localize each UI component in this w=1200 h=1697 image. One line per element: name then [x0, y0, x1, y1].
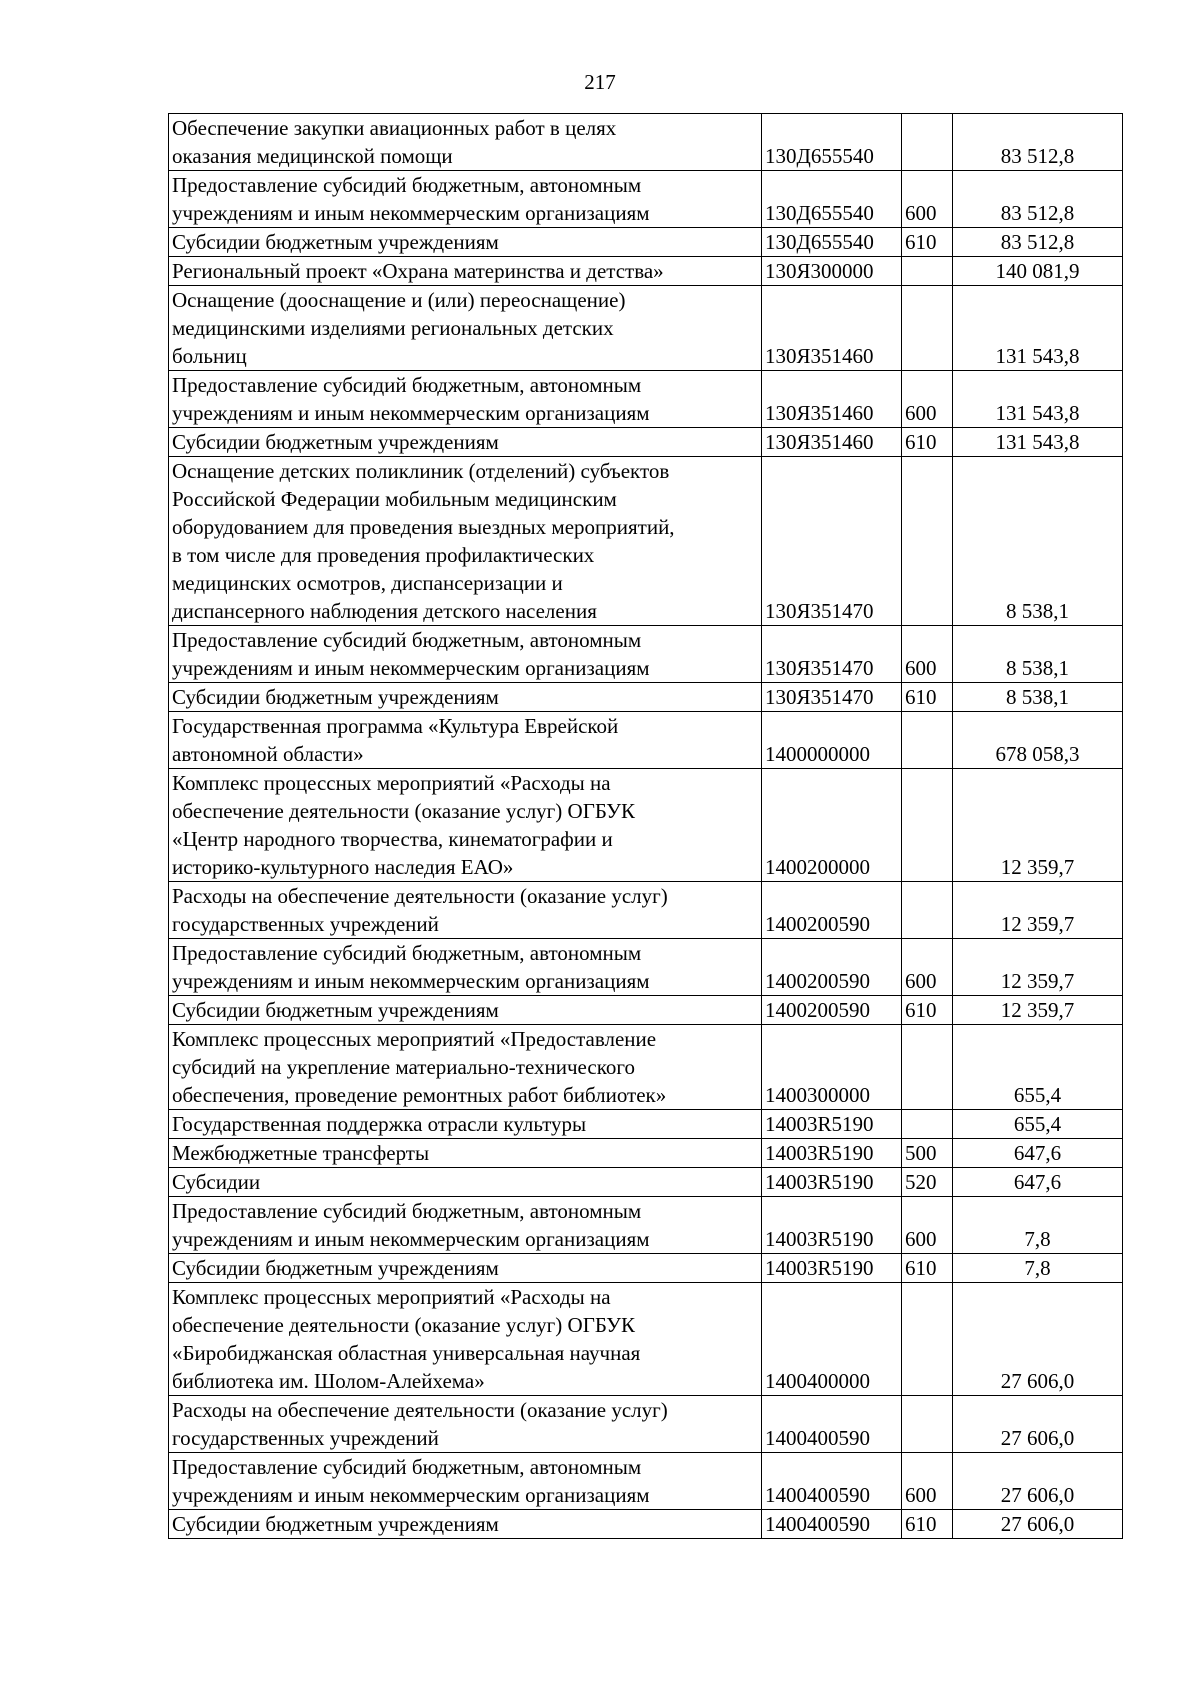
table-row	[169, 286, 1123, 371]
row-amount-cell: 655,4	[953, 1110, 1123, 1139]
row-expense-type-cell: 500	[902, 1139, 953, 1168]
table-row	[169, 371, 1123, 428]
table-row	[169, 882, 1123, 939]
table-row	[169, 1168, 1123, 1197]
row-expense-type-cell: 600	[902, 1453, 953, 1510]
row-expense-type-cell	[902, 257, 953, 286]
table-row	[169, 712, 1123, 769]
row-code-cell: 1400200590	[762, 882, 902, 939]
row-name-cell: Расходы на обеспечение деятельности (оказание услуг) государственных учреждений	[169, 1396, 762, 1453]
row-amount-cell: 7,8	[953, 1197, 1123, 1254]
row-name-cell: Субсидии бюджетным учреждениям	[169, 428, 762, 457]
row-name-cell: Предоставление субсидий бюджетным, автономным учреждениям и иным некоммерческим организациям	[169, 371, 762, 428]
row-name-cell: Предоставление субсидий бюджетным, автономным учреждениям и иным некоммерческим организациям	[169, 1197, 762, 1254]
row-expense-type-cell	[902, 114, 953, 171]
table-row	[169, 626, 1123, 683]
row-amount-cell: 131 543,8	[953, 286, 1123, 371]
row-code-cell: 130Я351470	[762, 683, 902, 712]
row-name-cell: Государственная программа «Культура Еврейской автономной области»	[169, 712, 762, 769]
row-code-cell: 130Я351460	[762, 428, 902, 457]
row-amount-cell: 7,8	[953, 1254, 1123, 1283]
row-name-cell: Региональный проект «Охрана материнства и детства»	[169, 257, 762, 286]
row-expense-type-cell: 600	[902, 371, 953, 428]
row-expense-type-cell	[902, 1110, 953, 1139]
row-name-cell: Межбюджетные трансферты	[169, 1139, 762, 1168]
row-name-cell: Субсидии бюджетным учреждениям	[169, 1254, 762, 1283]
row-code-cell: 130Я351470	[762, 626, 902, 683]
row-expense-type-cell: 610	[902, 1510, 953, 1539]
budget-table	[168, 113, 1123, 1539]
row-expense-type-cell: 610	[902, 996, 953, 1025]
row-code-cell: 1400300000	[762, 1025, 902, 1110]
row-code-cell: 14003R5190	[762, 1168, 902, 1197]
row-code-cell: 1400400000	[762, 1283, 902, 1396]
row-amount-cell: 12 359,7	[953, 939, 1123, 996]
row-amount-cell: 8 538,1	[953, 626, 1123, 683]
row-name-cell: Предоставление субсидий бюджетным, автономным учреждениям и иным некоммерческим организациям	[169, 1453, 762, 1510]
table-row	[169, 683, 1123, 712]
row-name-cell: Субсидии бюджетным учреждениям	[169, 228, 762, 257]
table-row	[169, 1254, 1123, 1283]
row-expense-type-cell	[902, 1025, 953, 1110]
row-name-cell: Комплекс процессных мероприятий «Предоставление субсидий на укрепление материально-технического обеспечения, проведение ремонтных работ библиотек»	[169, 1025, 762, 1110]
row-code-cell: 1400000000	[762, 712, 902, 769]
row-name-cell: Расходы на обеспечение деятельности (оказание услуг) государственных учреждений	[169, 882, 762, 939]
row-name-cell: Комплекс процессных мероприятий «Расходы на обеспечение деятельности (оказание услуг) ОГБУК «Центр народного творчества, кинематографии и историко-культурного наследия ЕАО»	[169, 769, 762, 882]
row-name-cell: Оснащение детских поликлиник (отделений) субъектов Российской Федерации мобильным медицинским оборудованием для проведения выездных мероприятий, в том числе для проведения профилактических медицинских осмотров, диспансеризации и диспансерного наблюдения детского населения	[169, 457, 762, 626]
row-amount-cell: 140 081,9	[953, 257, 1123, 286]
row-amount-cell: 12 359,7	[953, 882, 1123, 939]
row-code-cell: 130Я351460	[762, 371, 902, 428]
row-code-cell: 1400200000	[762, 769, 902, 882]
row-name-cell: Комплекс процессных мероприятий «Расходы на обеспечение деятельности (оказание услуг) ОГБУК «Биробиджанская областная универсальная научная библиотека им. Шолом-Алейхема»	[169, 1283, 762, 1396]
table-row	[169, 769, 1123, 882]
row-amount-cell: 131 543,8	[953, 428, 1123, 457]
row-code-cell: 130Я351460	[762, 286, 902, 371]
row-expense-type-cell: 610	[902, 1254, 953, 1283]
row-amount-cell: 678 058,3	[953, 712, 1123, 769]
row-code-cell: 130Д655540	[762, 171, 902, 228]
row-amount-cell: 131 543,8	[953, 371, 1123, 428]
table-row	[169, 1139, 1123, 1168]
table-row	[169, 428, 1123, 457]
row-expense-type-cell: 610	[902, 228, 953, 257]
row-amount-cell: 655,4	[953, 1025, 1123, 1110]
table-row	[169, 1453, 1123, 1510]
table-row	[169, 171, 1123, 228]
row-name-cell: Оснащение (дооснащение и (или) переоснащение) медицинскими изделиями региональных детских больниц	[169, 286, 762, 371]
row-code-cell: 1400200590	[762, 939, 902, 996]
row-expense-type-cell	[902, 769, 953, 882]
row-code-cell: 1400400590	[762, 1453, 902, 1510]
row-amount-cell: 27 606,0	[953, 1396, 1123, 1453]
row-expense-type-cell	[902, 712, 953, 769]
row-amount-cell: 27 606,0	[953, 1453, 1123, 1510]
row-amount-cell: 8 538,1	[953, 683, 1123, 712]
row-code-cell: 1400200590	[762, 996, 902, 1025]
row-code-cell: 14003R5190	[762, 1197, 902, 1254]
row-amount-cell: 27 606,0	[953, 1283, 1123, 1396]
table-row	[169, 1197, 1123, 1254]
row-expense-type-cell: 600	[902, 171, 953, 228]
row-code-cell: 130Д655540	[762, 228, 902, 257]
row-amount-cell: 83 512,8	[953, 171, 1123, 228]
table-row	[169, 939, 1123, 996]
row-expense-type-cell: 610	[902, 428, 953, 457]
row-name-cell: Субсидии бюджетным учреждениям	[169, 1510, 762, 1539]
row-expense-type-cell: 600	[902, 626, 953, 683]
row-amount-cell: 12 359,7	[953, 769, 1123, 882]
table-row	[169, 1283, 1123, 1396]
row-amount-cell: 83 512,8	[953, 114, 1123, 171]
row-code-cell: 14003R5190	[762, 1254, 902, 1283]
row-code-cell: 1400400590	[762, 1396, 902, 1453]
row-code-cell: 14003R5190	[762, 1110, 902, 1139]
row-code-cell: 130Д655540	[762, 114, 902, 171]
row-name-cell: Государственная поддержка отрасли культуры	[169, 1110, 762, 1139]
table-row	[169, 1396, 1123, 1453]
table-row	[169, 1025, 1123, 1110]
table-row	[169, 228, 1123, 257]
row-code-cell: 1400400590	[762, 1510, 902, 1539]
row-expense-type-cell: 600	[902, 1197, 953, 1254]
row-name-cell: Субсидии бюджетным учреждениям	[169, 683, 762, 712]
table-row	[169, 114, 1123, 171]
row-code-cell: 130Я351470	[762, 457, 902, 626]
row-amount-cell: 8 538,1	[953, 457, 1123, 626]
row-expense-type-cell: 600	[902, 939, 953, 996]
row-name-cell: Предоставление субсидий бюджетным, автономным учреждениям и иным некоммерческим организациям	[169, 939, 762, 996]
table-row	[169, 257, 1123, 286]
row-amount-cell: 83 512,8	[953, 228, 1123, 257]
row-name-cell: Обеспечение закупки авиационных работ в целях оказания медицинской помощи	[169, 114, 762, 171]
row-expense-type-cell: 610	[902, 683, 953, 712]
table-row	[169, 457, 1123, 626]
row-expense-type-cell	[902, 882, 953, 939]
row-code-cell: 130Я300000	[762, 257, 902, 286]
row-name-cell: Субсидии	[169, 1168, 762, 1197]
row-amount-cell: 27 606,0	[953, 1510, 1123, 1539]
page-number: 217	[584, 70, 616, 94]
row-amount-cell: 647,6	[953, 1168, 1123, 1197]
budget-table-body	[169, 114, 1123, 1539]
row-expense-type-cell	[902, 1283, 953, 1396]
row-name-cell: Субсидии бюджетным учреждениям	[169, 996, 762, 1025]
row-expense-type-cell	[902, 286, 953, 371]
row-expense-type-cell: 520	[902, 1168, 953, 1197]
row-code-cell: 14003R5190	[762, 1139, 902, 1168]
row-amount-cell: 12 359,7	[953, 996, 1123, 1025]
table-row	[169, 1510, 1123, 1539]
row-name-cell: Предоставление субсидий бюджетным, автономным учреждениям и иным некоммерческим организациям	[169, 171, 762, 228]
table-row	[169, 1110, 1123, 1139]
table-row	[169, 996, 1123, 1025]
row-expense-type-cell	[902, 457, 953, 626]
row-expense-type-cell	[902, 1396, 953, 1453]
row-name-cell: Предоставление субсидий бюджетным, автономным учреждениям и иным некоммерческим организациям	[169, 626, 762, 683]
row-amount-cell: 647,6	[953, 1139, 1123, 1168]
